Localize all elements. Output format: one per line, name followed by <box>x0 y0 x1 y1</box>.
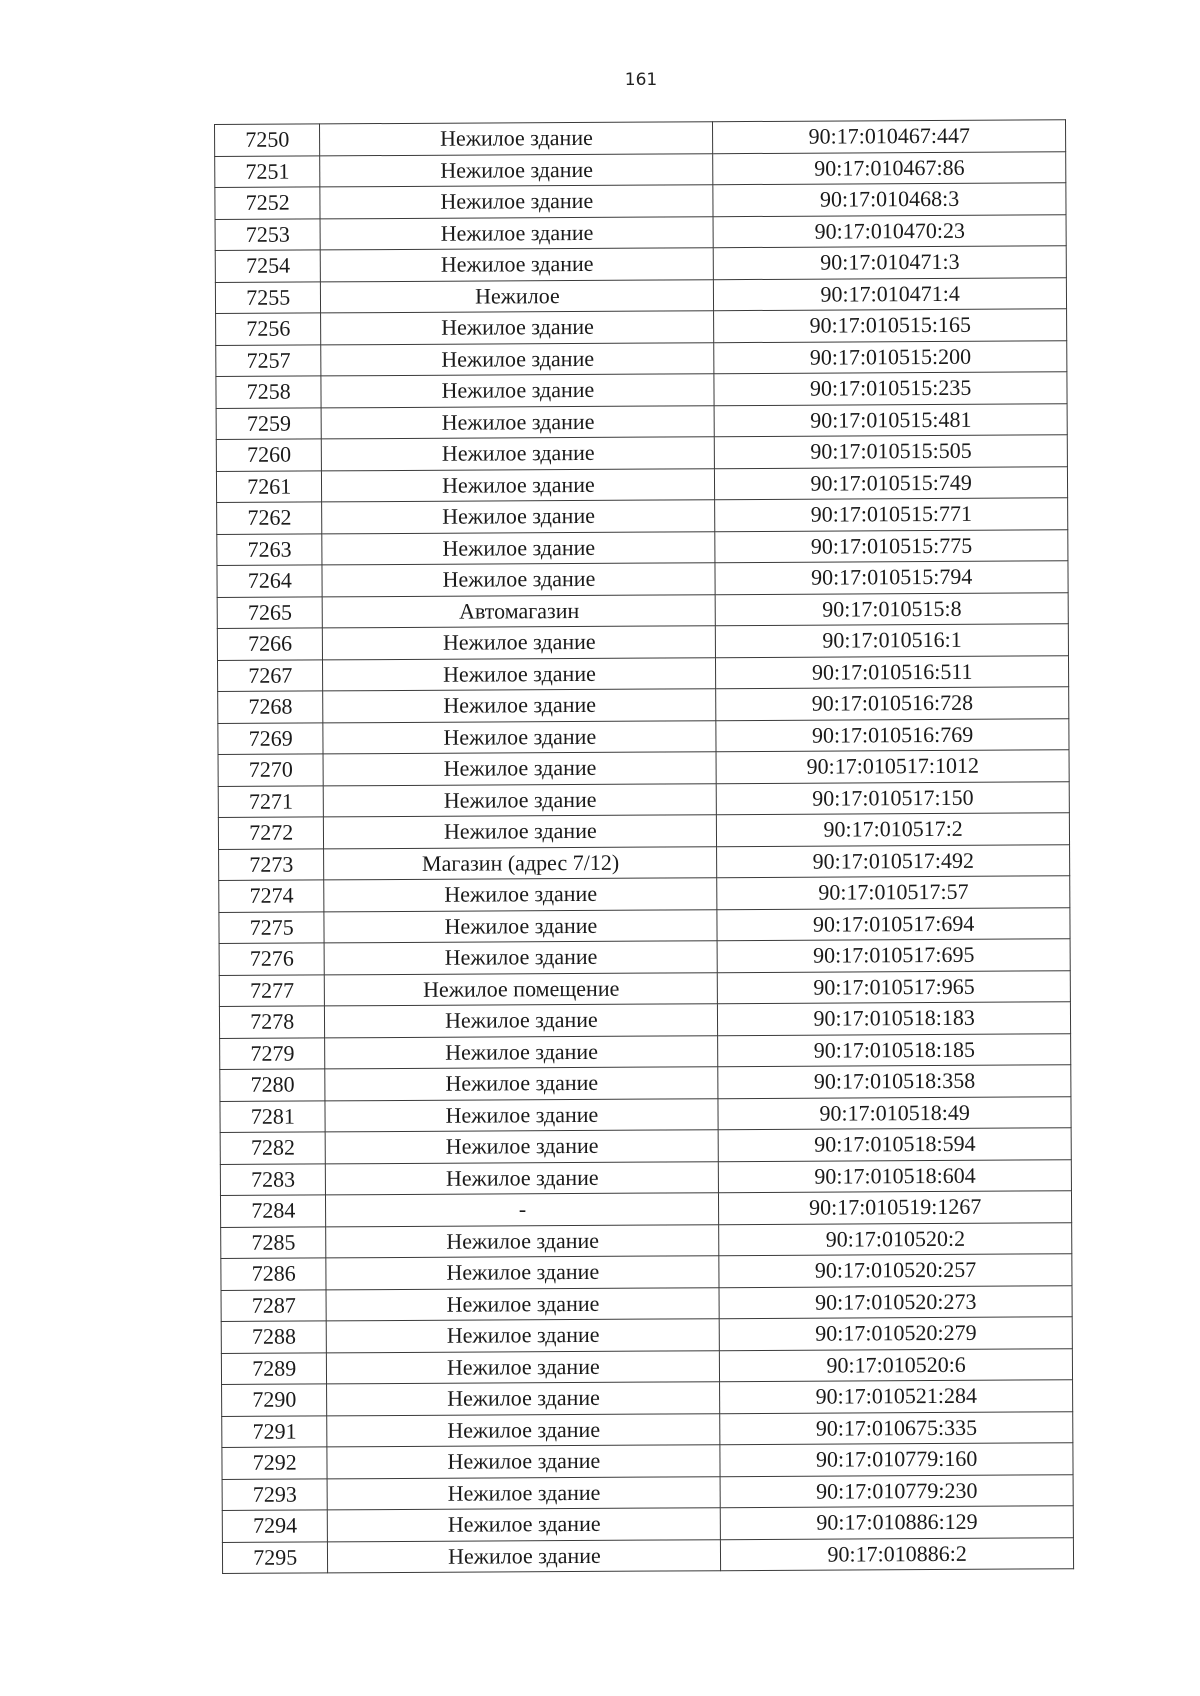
table-row <box>218 750 1069 786</box>
object-name-cell: Нежилое здание <box>323 657 716 691</box>
table-row <box>216 403 1067 439</box>
row-number-cell: 7251 <box>215 155 321 187</box>
object-name-cell: Нежилое здание <box>325 1035 718 1069</box>
cadastral-number-cell: 90:17:010517:150 <box>717 781 1070 814</box>
row-number-cell: 7254 <box>215 250 321 282</box>
table-row <box>215 214 1066 250</box>
row-number-cell: 7292 <box>222 1447 328 1479</box>
table-row <box>218 781 1069 817</box>
table-row <box>218 718 1069 754</box>
object-name-cell: - <box>326 1193 719 1227</box>
object-name-cell: Нежилое здание <box>327 1319 720 1353</box>
cadastral-number-cell: 90:17:010517:1012 <box>716 750 1069 783</box>
row-number-cell: 7276 <box>219 943 325 975</box>
object-name-cell: Нежилое здание <box>320 122 713 156</box>
row-number-cell: 7258 <box>216 376 322 408</box>
cadastral-number-cell: 90:17:010517:695 <box>717 939 1070 972</box>
cadastral-number-cell: 90:17:010517:965 <box>718 970 1071 1003</box>
cadastral-number-cell: 90:17:010516:511 <box>716 655 1069 688</box>
table-row <box>222 1474 1073 1510</box>
object-name-cell: Нежилое здание <box>324 752 717 786</box>
table-row <box>216 466 1067 502</box>
table-row <box>216 340 1067 376</box>
object-name-cell: Нежилое здание <box>323 626 716 660</box>
row-number-cell: 7275 <box>219 911 325 943</box>
cadastral-number-cell: 90:17:010779:160 <box>720 1443 1073 1476</box>
cadastral-number-cell: 90:17:010515:794 <box>715 561 1068 594</box>
cadastral-number-cell: 90:17:010515:235 <box>714 372 1067 405</box>
row-number-cell: 7287 <box>221 1289 327 1321</box>
cadastral-number-cell: 90:17:010518:604 <box>719 1159 1072 1192</box>
object-name-cell: Нежилое здание <box>320 185 713 219</box>
object-name-cell: Нежилое здание <box>328 1476 721 1510</box>
object-name-cell: Магазин (адрес 7/12) <box>324 846 717 880</box>
cadastral-number-cell: 90:17:010886:2 <box>721 1537 1074 1570</box>
cadastral-number-cell: 90:17:010518:185 <box>718 1033 1071 1066</box>
registry-table <box>214 119 1074 1574</box>
cadastral-number-cell: 90:17:010518:49 <box>718 1096 1071 1129</box>
cadastral-number-cell: 90:17:010517:2 <box>717 813 1070 846</box>
cadastral-number-cell: 90:17:010515:771 <box>715 498 1068 531</box>
table-row <box>222 1506 1073 1542</box>
object-name-cell: Нежилое здание <box>324 909 717 943</box>
cadastral-number-cell: 90:17:010517:57 <box>717 876 1070 909</box>
row-number-cell: 7250 <box>215 124 321 156</box>
object-name-cell: Нежилое здание <box>325 1067 718 1101</box>
row-number-cell: 7274 <box>219 880 325 912</box>
cadastral-number-cell: 90:17:010779:230 <box>720 1474 1073 1507</box>
object-name-cell: Нежилое здание <box>322 531 715 565</box>
row-number-cell: 7277 <box>219 974 325 1006</box>
object-name-cell: Нежилое здание <box>327 1350 720 1384</box>
table-row <box>217 561 1068 597</box>
object-name-cell: Нежилое здание <box>322 437 715 471</box>
row-number-cell: 7264 <box>217 565 323 597</box>
table-row <box>215 120 1066 156</box>
cadastral-number-cell: 90:17:010515:505 <box>715 435 1068 468</box>
row-number-cell: 7278 <box>219 1006 325 1038</box>
table-row <box>220 1065 1071 1101</box>
row-number-cell: 7291 <box>222 1415 328 1447</box>
cadastral-number-cell: 90:17:010515:8 <box>715 592 1068 625</box>
row-number-cell: 7270 <box>218 754 324 786</box>
object-name-cell: Нежилое здание <box>326 1161 719 1195</box>
object-name-cell: Нежилое здание <box>321 248 714 282</box>
row-number-cell: 7281 <box>220 1100 326 1132</box>
table-row <box>222 1380 1073 1416</box>
row-number-cell: 7255 <box>215 281 321 313</box>
table-row <box>222 1443 1073 1479</box>
table-row <box>220 1159 1071 1195</box>
table-row <box>215 183 1066 219</box>
row-number-cell: 7265 <box>217 596 323 628</box>
cadastral-number-cell: 90:17:010467:447 <box>713 120 1066 153</box>
row-number-cell: 7252 <box>215 187 321 219</box>
table-row <box>217 498 1068 534</box>
table-row <box>218 687 1069 723</box>
cadastral-number-cell: 90:17:010467:86 <box>713 151 1066 184</box>
table-row <box>217 592 1068 628</box>
object-name-cell: Нежилое здание <box>327 1413 720 1447</box>
cadastral-number-cell: 90:17:010518:594 <box>718 1128 1071 1161</box>
cadastral-number-cell: 90:17:010521:284 <box>720 1380 1073 1413</box>
object-name-cell: Нежилое здание <box>326 1130 719 1164</box>
row-number-cell: 7261 <box>216 470 322 502</box>
table-row <box>220 1096 1071 1132</box>
registry-table-body <box>215 120 1074 1574</box>
table-row <box>217 624 1068 660</box>
object-name-cell: Нежилое здание <box>323 689 716 723</box>
row-number-cell: 7259 <box>216 407 322 439</box>
object-name-cell: Нежилое здание <box>320 153 713 187</box>
table-row <box>219 844 1070 880</box>
row-number-cell: 7282 <box>220 1132 326 1164</box>
cadastral-number-cell: 90:17:010471:4 <box>714 277 1067 310</box>
row-number-cell: 7262 <box>217 502 323 534</box>
row-number-cell: 7284 <box>220 1195 326 1227</box>
table-row <box>221 1222 1072 1258</box>
table-row <box>221 1317 1072 1353</box>
cadastral-number-cell: 90:17:010520:2 <box>719 1222 1072 1255</box>
object-name-cell: Автомагазин <box>323 594 716 628</box>
table-row <box>221 1348 1072 1384</box>
object-name-cell: Нежилое здание <box>325 1098 718 1132</box>
table-row <box>215 277 1066 313</box>
object-name-cell: Нежилое здание <box>321 374 714 408</box>
table-row <box>217 655 1068 691</box>
table-row <box>215 151 1066 187</box>
table-row <box>218 813 1069 849</box>
row-number-cell: 7256 <box>216 313 322 345</box>
row-number-cell: 7290 <box>222 1384 328 1416</box>
table-row <box>221 1254 1072 1290</box>
object-name-cell: Нежилое здание <box>321 342 714 376</box>
cadastral-number-cell: 90:17:010468:3 <box>713 183 1066 216</box>
row-number-cell: 7280 <box>220 1069 326 1101</box>
row-number-cell: 7286 <box>221 1258 327 1290</box>
cadastral-number-cell: 90:17:010520:257 <box>719 1254 1072 1287</box>
table-row <box>219 970 1070 1006</box>
row-number-cell: 7285 <box>221 1226 327 1258</box>
table-row <box>216 309 1067 345</box>
cadastral-number-cell: 90:17:010516:769 <box>716 718 1069 751</box>
cadastral-number-cell: 90:17:010517:694 <box>717 907 1070 940</box>
page-number: 161 <box>624 70 658 90</box>
table-row <box>216 435 1067 471</box>
row-number-cell: 7253 <box>215 218 321 250</box>
object-name-cell: Нежилое помещение <box>325 972 718 1006</box>
cadastral-number-cell: 90:17:010520:273 <box>719 1285 1072 1318</box>
row-number-cell: 7271 <box>218 785 324 817</box>
table-row <box>220 1128 1071 1164</box>
object-name-cell: Нежилое здание <box>322 405 715 439</box>
row-number-cell: 7283 <box>220 1163 326 1195</box>
object-name-cell: Нежилое здание <box>325 1004 718 1038</box>
table-row <box>220 1191 1071 1227</box>
table-row <box>219 1002 1070 1038</box>
cadastral-number-cell: 90:17:010516:728 <box>716 687 1069 720</box>
row-number-cell: 7272 <box>218 817 324 849</box>
cadastral-number-cell: 90:17:010515:165 <box>714 309 1067 342</box>
cadastral-number-cell: 90:17:010675:335 <box>720 1411 1073 1444</box>
cadastral-number-cell: 90:17:010515:200 <box>714 340 1067 373</box>
table-row <box>219 939 1070 975</box>
object-name-cell: Нежилое здание <box>321 311 714 345</box>
table-row <box>219 876 1070 912</box>
cadastral-number-cell: 90:17:010515:775 <box>715 529 1068 562</box>
row-number-cell: 7257 <box>216 344 322 376</box>
cadastral-number-cell: 90:17:010518:358 <box>718 1065 1071 1098</box>
object-name-cell: Нежилое здание <box>327 1445 720 1479</box>
cadastral-number-cell: 90:17:010515:481 <box>714 403 1067 436</box>
object-name-cell: Нежилое здание <box>327 1382 720 1416</box>
table-row <box>221 1285 1072 1321</box>
object-name-cell: Нежилое здание <box>322 500 715 534</box>
cadastral-number-cell: 90:17:010518:183 <box>718 1002 1071 1035</box>
row-number-cell: 7267 <box>217 659 323 691</box>
row-number-cell: 7295 <box>222 1541 328 1573</box>
cadastral-number-cell: 90:17:010886:129 <box>721 1506 1074 1539</box>
row-number-cell: 7260 <box>216 439 322 471</box>
object-name-cell: Нежилое здание <box>326 1256 719 1290</box>
cadastral-number-cell: 90:17:010519:1267 <box>719 1191 1072 1224</box>
cadastral-number-cell: 90:17:010515:749 <box>715 466 1068 499</box>
row-number-cell: 7279 <box>220 1037 326 1069</box>
cadastral-number-cell: 90:17:010520:279 <box>720 1317 1073 1350</box>
table-row <box>220 1033 1071 1069</box>
table-row <box>217 529 1068 565</box>
object-name-cell: Нежилое здание <box>322 468 715 502</box>
object-name-cell: Нежилое здание <box>326 1287 719 1321</box>
object-name-cell: Нежилое здание <box>324 878 717 912</box>
object-name-cell: Нежилое здание <box>324 815 717 849</box>
row-number-cell: 7289 <box>221 1352 327 1384</box>
table-row <box>219 907 1070 943</box>
row-number-cell: 7288 <box>221 1321 327 1353</box>
cadastral-number-cell: 90:17:010470:23 <box>713 214 1066 247</box>
row-number-cell: 7294 <box>222 1510 328 1542</box>
object-name-cell: Нежилое здание <box>328 1508 721 1542</box>
table-row <box>216 372 1067 408</box>
row-number-cell: 7273 <box>219 848 325 880</box>
object-name-cell: Нежилое здание <box>328 1539 721 1573</box>
cadastral-number-cell: 90:17:010471:3 <box>714 246 1067 279</box>
table-row <box>215 246 1066 282</box>
object-name-cell: Нежилое здание <box>325 941 718 975</box>
object-name-cell: Нежилое здание <box>321 216 714 250</box>
row-number-cell: 7266 <box>217 628 323 660</box>
row-number-cell: 7269 <box>218 722 324 754</box>
cadastral-number-cell: 90:17:010520:6 <box>720 1348 1073 1381</box>
table-row <box>222 1537 1073 1573</box>
cadastral-number-cell: 90:17:010517:492 <box>717 844 1070 877</box>
object-name-cell: Нежилое здание <box>323 720 716 754</box>
object-name-cell: Нежилое здание <box>324 783 717 817</box>
row-number-cell: 7268 <box>218 691 324 723</box>
cadastral-number-cell: 90:17:010516:1 <box>716 624 1069 657</box>
object-name-cell: Нежилое здание <box>322 563 715 597</box>
table-row <box>222 1411 1073 1447</box>
object-name-cell: Нежилое здание <box>326 1224 719 1258</box>
row-number-cell: 7293 <box>222 1478 328 1510</box>
object-name-cell: Нежилое <box>321 279 714 313</box>
row-number-cell: 7263 <box>217 533 323 565</box>
